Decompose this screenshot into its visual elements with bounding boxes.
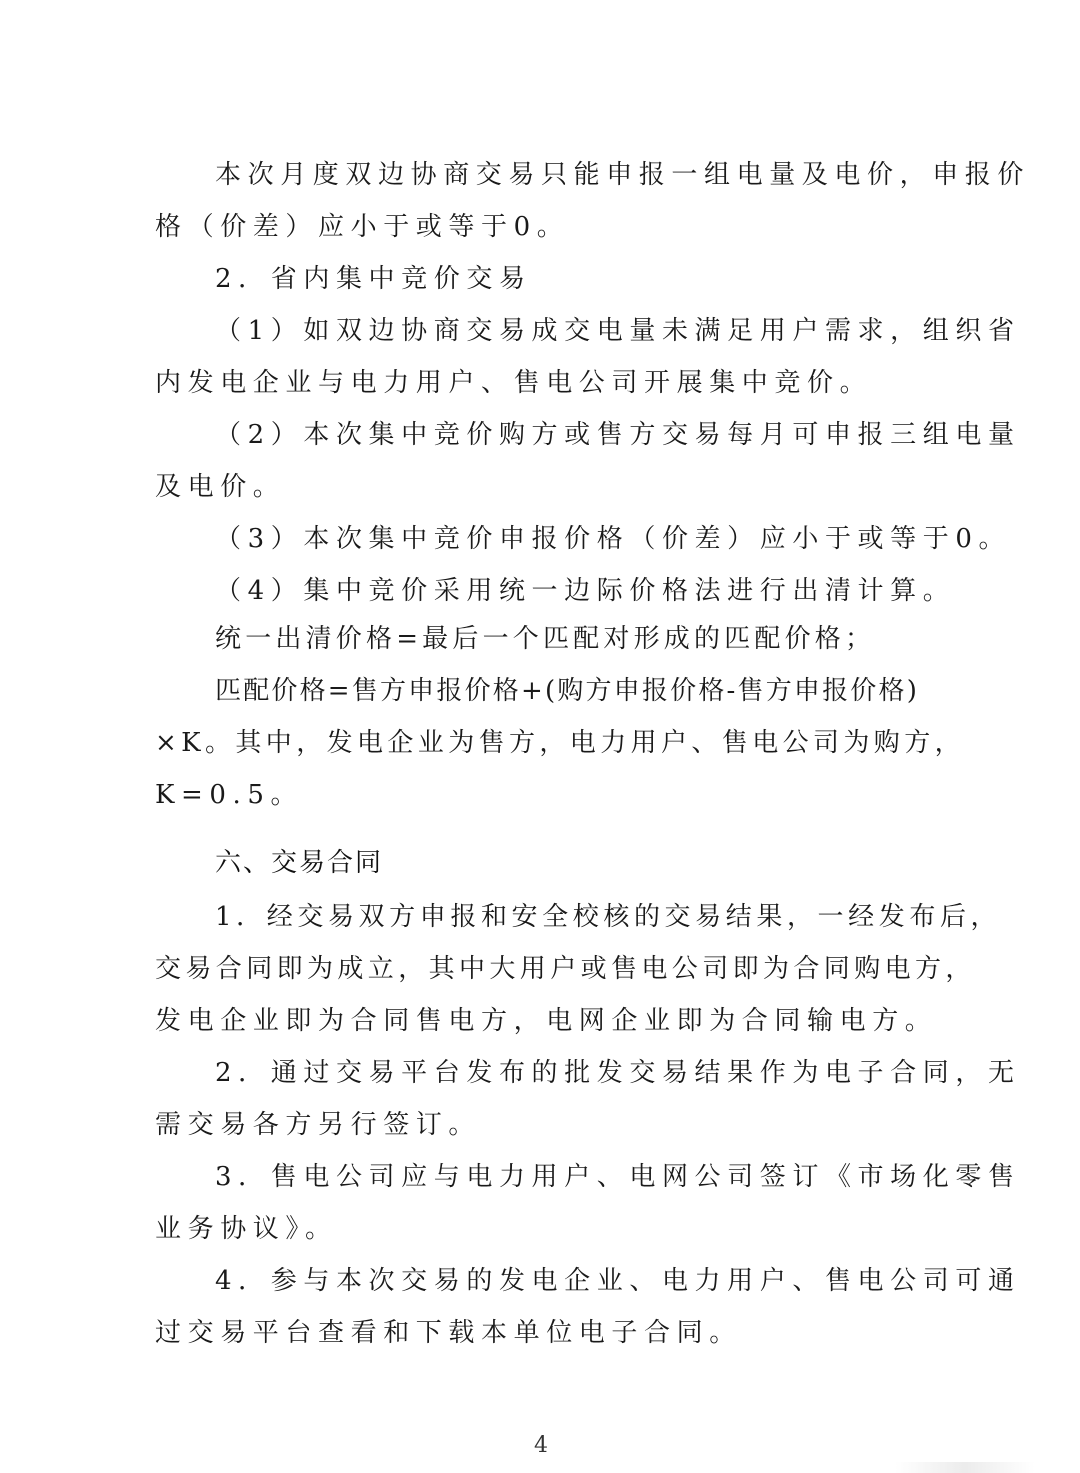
paragraph-line: （1）如双边协商交易成交电量未满足用户需求，组织省 bbox=[215, 316, 1021, 346]
formula-line: 匹配价格=售方申报价格+(购方申报价格-售方申报价格) bbox=[215, 676, 920, 706]
paragraph-line: 及电价。 bbox=[155, 472, 286, 502]
paragraph-line: （3）本次集中竞价申报价格（价差）应小于或等于0。 bbox=[215, 524, 1012, 554]
subsection-title: 2．省内集中竞价交易 bbox=[215, 264, 532, 294]
page-number: 4 bbox=[534, 1433, 548, 1458]
section-heading: 六、交易合同 bbox=[215, 848, 384, 878]
paragraph-line: 业务协议》。 bbox=[155, 1214, 338, 1244]
paragraph-line: 本次月度双边协商交易只能申报一组电量及电价，申报价 bbox=[215, 160, 1031, 190]
paragraph-line: 3．售电公司应与电力用户、电网公司签订《市场化零售 bbox=[215, 1162, 1021, 1192]
paragraph-line: ×K。其中，发电企业为售方，电力用户、售电公司为购方， bbox=[155, 728, 966, 758]
paragraph-line: 格（价差）应小于或等于0。 bbox=[155, 212, 570, 242]
formula-line: 统一出清价格=最后一个匹配对形成的匹配价格； bbox=[215, 624, 876, 654]
paragraph-line: 2．通过交易平台发布的批发交易结果作为电子合同，无 bbox=[215, 1058, 1021, 1088]
paragraph-line: 发电企业即为合同售电方，电网企业即为合同输电方。 bbox=[155, 1006, 938, 1036]
watermark-fragment bbox=[895, 1462, 1035, 1473]
paragraph-line: 4．参与本次交易的发电企业、电力用户、售电公司可通 bbox=[215, 1266, 1021, 1296]
paragraph-line: 1．经交易双方申报和安全校核的交易结果，一经发布后， bbox=[215, 902, 1002, 932]
paragraph-line: （2）本次集中竞价购方或售方交易每月可申报三组电量 bbox=[215, 420, 1021, 450]
paragraph-line: K=0.5。 bbox=[155, 780, 304, 810]
paragraph-line: 交易合同即为成立，其中大用户或售电公司即为合同购电方， bbox=[155, 954, 976, 984]
paragraph-line: （4）集中竞价采用统一边际价格法进行出清计算。 bbox=[215, 576, 956, 606]
paragraph-line: 内发电企业与电力用户、售电公司开展集中竞价。 bbox=[155, 368, 873, 398]
paragraph-line: 需交易各方另行签订。 bbox=[155, 1110, 482, 1140]
paragraph-line: 过交易平台查看和下载本单位电子合同。 bbox=[155, 1318, 742, 1348]
